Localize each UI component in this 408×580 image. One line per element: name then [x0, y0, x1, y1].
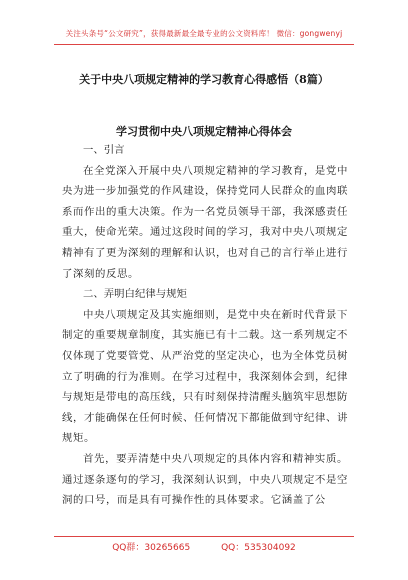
footer-rule	[54, 536, 354, 537]
document-title: 关于中央八项规定精神的学习教育心得感悟（8篇）	[79, 73, 329, 86]
paragraph: 在全党深入开展中央八项规定精神的学习教育，是党中央为进一步加强党的作风建设，保持党同人民群众的血肉联系而作出的重大决策。作为一名党员领导干部，我深感责任重大，使命光荣。通过这段时间的学习，我对中央八项规定精神有了更为深刻的理解和认识，也对自己的言行举止进行了深刻的反思。	[62, 164, 348, 280]
footer-qq-contact: QQ：535304092	[221, 543, 296, 553]
footer-qq-group: QQ群：30265665	[112, 543, 191, 553]
footer	[0, 540, 408, 553]
top-banner: 关注头条号“公文研究”，获得最新最全最专业的公文资料库！ 微信：gongwenyj	[65, 29, 343, 38]
document-body	[62, 140, 348, 511]
paragraph: 首先，要弄清楚中央八项规定的具体内容和精神实质。通过逐条逐句的学习，我深刻认识到，中央八项规定不是空洞的口号，而是具有可操作性的具体要求。它涵盖了公	[62, 452, 348, 507]
section-heading: 二、弄明白纪律与规矩	[83, 288, 187, 301]
paragraph: 中央八项规定及其实施细则，是党中央在新时代背景下制定的重要规章制度，其实施已有十二载。这一系列规定不仅体现了党要管党、从严治党的坚定决心，也为全体党员树立了明确的行为准则。在学习过程中，我深刻体会到，纪律与规矩是带电的高压线，只有时刻保持清醒头脑筑牢思想防线，才能确保在任何时候、任何情况下都能做到守纪律、讲规矩。	[62, 308, 348, 445]
document-subtitle: 学习贯彻中央八项规定精神心得体会	[116, 125, 292, 138]
header-rule	[54, 44, 354, 45]
section-heading: 一、引言	[83, 144, 125, 156]
